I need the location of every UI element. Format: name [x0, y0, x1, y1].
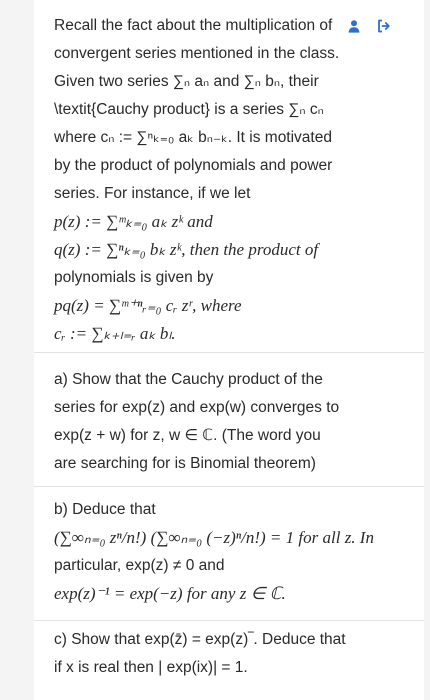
intro-line-7: series. For instance, if we let: [54, 185, 251, 202]
part-a-line-3: exp(z + w) for z, w ∈ ℂ. (The word you: [54, 427, 321, 444]
intro-line-10: polynomials is given by: [54, 269, 214, 286]
intro-line-9: q(z) := ∑ⁿₖ₌₀ bₖ zᵏ, then the product of: [54, 240, 319, 259]
part-a-line-1: a) Show that the Cauchy product of the: [54, 371, 323, 388]
divider: [34, 352, 424, 353]
part-c-line-1: c) Show that exp(z̄) = exp(z)‾. Deduce that: [54, 631, 346, 648]
part-b-line-3: particular, exp(z) ≠ 0 and: [54, 557, 225, 574]
part-b-line-1: b) Deduce that: [54, 501, 156, 518]
question-content: [54, 12, 384, 682]
intro-line-1: Recall the fact about the multiplication of: [54, 17, 333, 34]
part-a-line-4: are searching for is Binomial theorem): [54, 455, 316, 472]
intro-line-5: where cₙ := ∑ⁿₖ₌₀ aₖ bₙ₋ₖ. It is motivated: [54, 129, 332, 146]
intro-line-11: pq(z) = ∑ᵐ⁺ⁿᵣ₌₀ cᵣ zʳ, where: [54, 296, 242, 315]
divider: [34, 620, 424, 621]
intro-line-8: p(z) := ∑ᵐₖ₌₀ aₖ zᵏ and: [54, 212, 213, 231]
part-b-line-2: (∑∞ₙ₌₀ zⁿ/n!) (∑∞ₙ₌₀ (−z)ⁿ/n!) = 1 for all z. In: [54, 528, 374, 547]
intro-line-6: by the product of polynomials and power: [54, 157, 333, 174]
intro-line-12: cᵣ := ∑ₖ₊ₗ₌ᵣ aₖ bₗ.: [54, 324, 176, 343]
part-c: [54, 626, 384, 682]
part-a-line-2: series for exp(z) and exp(w) converges to: [54, 399, 340, 416]
part-b: [54, 496, 384, 608]
part-b-line-4: exp(z)⁻¹ = exp(−z) for any z ∈ ℂ.: [54, 584, 286, 603]
part-a: [54, 366, 384, 478]
intro-line-3: Given two series ∑ₙ aₙ and ∑ₙ bₙ, their: [54, 73, 319, 90]
intro-paragraph: [54, 12, 384, 348]
divider: [34, 486, 424, 487]
intro-line-2: convergent series mentioned in the class.: [54, 45, 340, 62]
part-c-line-2: if x is real then | exp(ix)| = 1.: [54, 659, 248, 676]
intro-line-4: \textit{Cauchy product} is a series ∑ₙ cₙ: [54, 101, 324, 118]
